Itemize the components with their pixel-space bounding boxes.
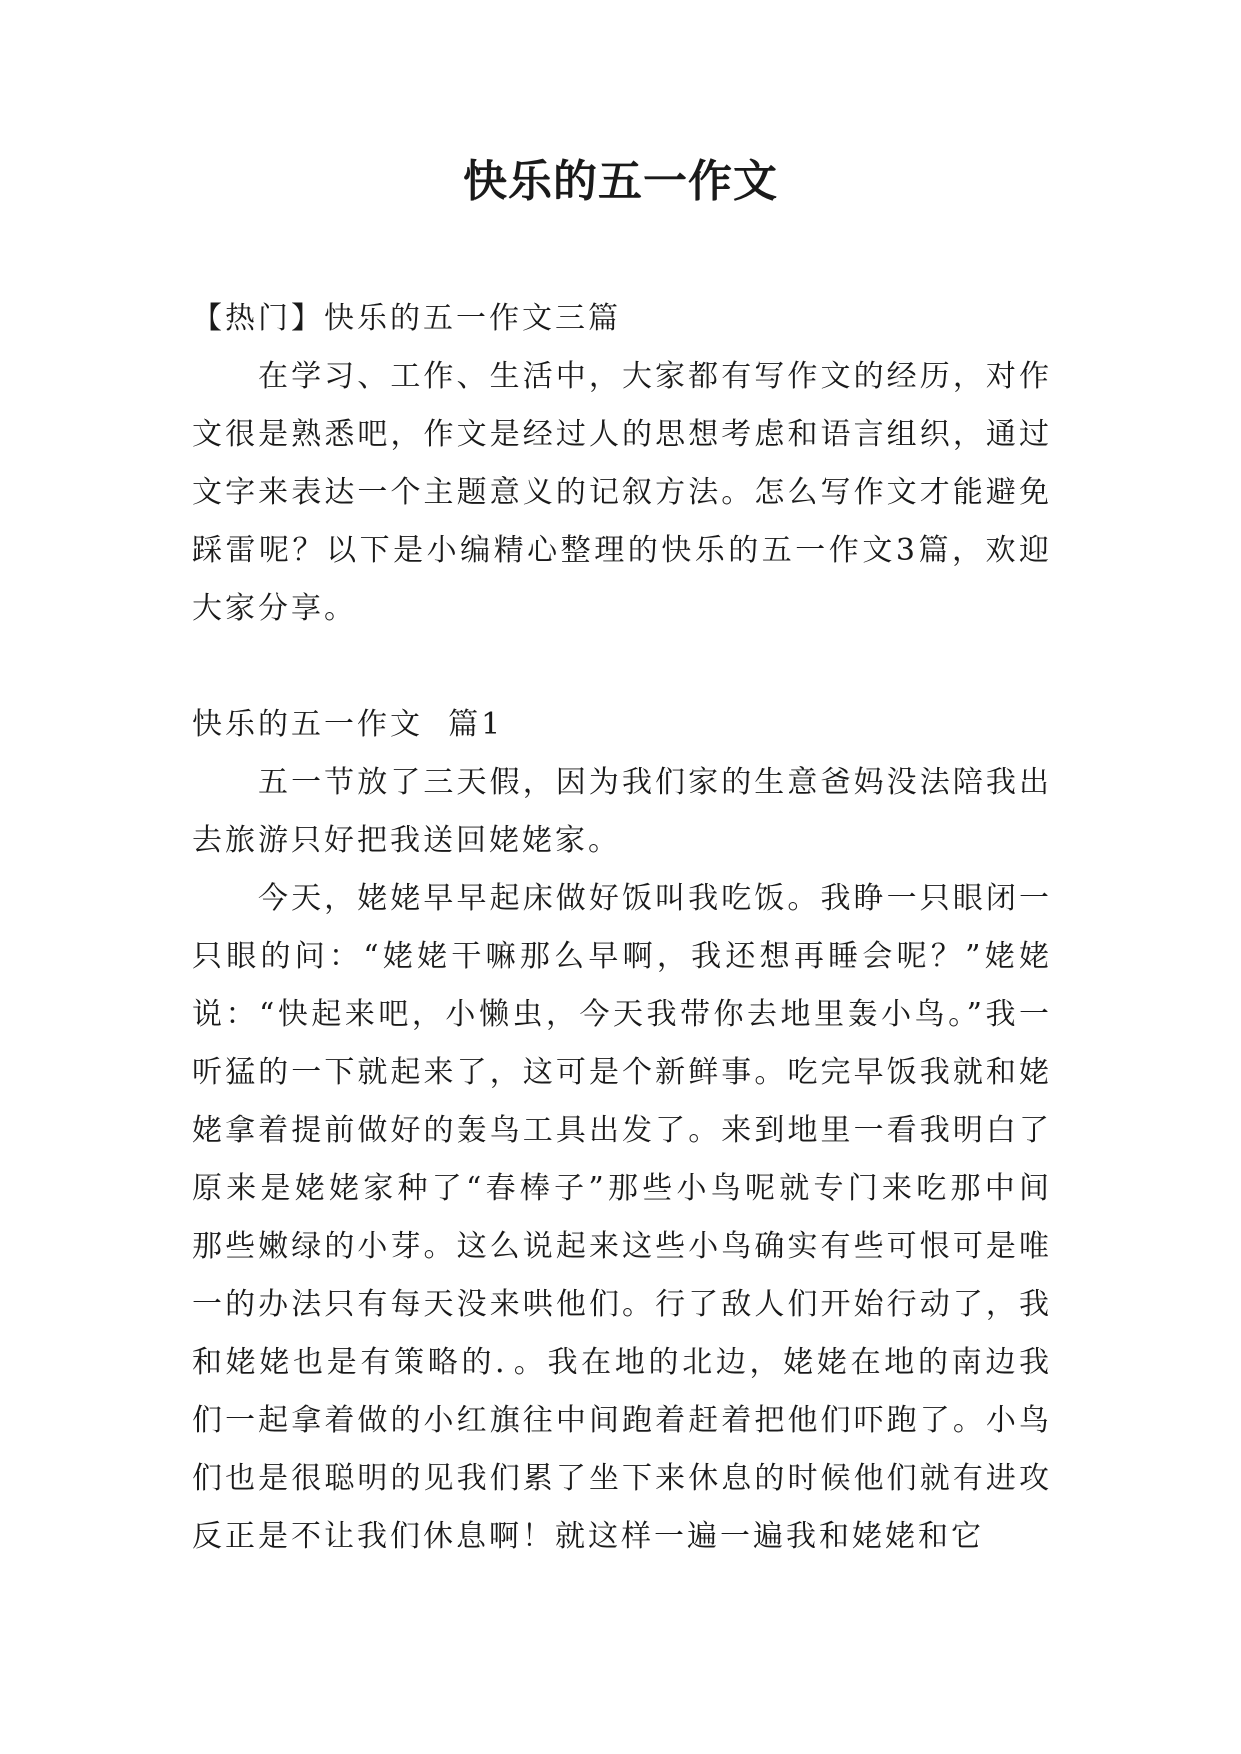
document-subtitle: 【热门】快乐的五一作文三篇: [192, 301, 621, 336]
section-paragraph: 今天，姥姥早早起床做好饭叫我吃饭。我睁一只眼闭一只眼的问：“姥姥干嘛那么早啊，我还想再睡会呢？”姥姥说：“快起来吧，小懒虫，今天我带你去地里轰小鸟。”我一听猛的一下就起来了，这可是个新鲜事。吃完早饭我就和姥姥拿着提前做好的轰鸟工具出发了。来到地里一看我明白了原来是姥姥家种了“春棒子”那些小鸟呢就专门来吃那中间那些嫩绿的小芽。这么说起来这些小鸟确实有些可恨可是唯一的办法只有每天没来哄他们。行了敌人们开始行动了，我和姥姥也是有策略的．。我在地的北边，姥姥在地的南边我们一起拿着做的小红旗往中间跑着赶着把他们吓跑了。小鸟们也是很聪明的见我们累了坐下来休息的时候他们就有进攻反正是不让我们休息啊！就这样一遍一遍我和姥姥和它: [192, 881, 1052, 1554]
intro-paragraph: 在学习、工作、生活中，大家都有写作文的经历，对作文很是熟悉吧，作文是经过人的思想考虑和语言组织，通过文字来表达一个主题意义的记叙方法。怎么写作文才能避免踩雷呢？以下是小编精心整理的快乐的五一作文3篇，欢迎大家分享。: [192, 359, 1052, 626]
section-spacer: [192, 638, 1052, 696]
section-heading: 快乐的五一作文 篇1: [192, 707, 504, 742]
document-body: [192, 290, 1052, 1566]
document-title: 快乐的五一作文: [463, 156, 778, 207]
section-paragraph: 五一节放了三天假，因为我们家的生意爸妈没法陪我出去旅游只好把我送回姥姥家。: [192, 765, 1052, 858]
